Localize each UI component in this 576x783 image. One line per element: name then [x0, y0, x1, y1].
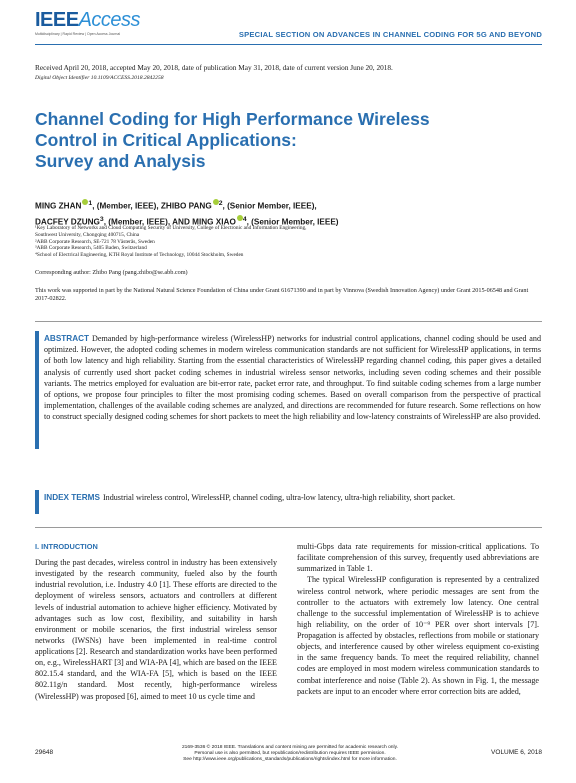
corresponding-author: Corresponding author: Zhibo Pang (pang.zhibo@se.abb.com) — [35, 269, 188, 276]
logo-text-light: Access — [78, 9, 141, 31]
divider — [35, 321, 542, 322]
author-role: , (Senior Member, IEEE) — [246, 217, 339, 227]
author-role: , (Member, IEEE), AND — [103, 217, 193, 227]
paragraph: The typical WirelessHP configuration is represented by a centralized wireless control network, where periodic messages are sent from the controller to the actuators with extremely low latency. One central challenge to the successful implementation of WirelessHP is to achieve high reliability, on the order of 10⁻⁹ PER over short intervals [7]. Propagation is affected by obstacles, reflections from mobile or stationary objects, and interference caused by other wireless equipment co-existing in the same frequency bands. To meet the required reliability, channel codes are employed in most modern wireless communication standards to combat interference and noise (Table 2). As shown in Fig. 1, the message packets are input to an encoder where error correction bits are added, — [297, 575, 539, 696]
index-terms-label: INDEX TERMS — [44, 493, 100, 502]
author-affil-number: 1 — [88, 200, 93, 207]
author-name: ZHIBO PANG — [160, 201, 212, 211]
author-role: , (Member, IEEE), — [92, 201, 161, 211]
header-rule — [35, 44, 542, 45]
volume-label: VOLUME 6, 2018 — [491, 749, 542, 756]
author-affil-number: 2 — [218, 200, 223, 207]
abstract-accent-bar — [35, 331, 39, 449]
copyright-line: See http://www.ieee.org/publications_standards/publications/rights/index.html for more information. — [183, 757, 397, 762]
abstract — [44, 333, 541, 423]
paragraph: multi-Gbps data rate requirements for mission-critical applications. To facilitate comprehension of this survey, frequently used abbreviations are summarized in Table 1. — [297, 542, 539, 574]
body-column-left — [35, 557, 277, 702]
copyright-line: Personal use is also permitted, but republication/redistribution requires IEEE permission. — [194, 751, 386, 756]
index-terms-text: Industrial wireless control, WirelessHP, channel coding, ultra-low latency, ultra-high reliability, short packet. — [102, 493, 455, 502]
section-heading: I. INTRODUCTION — [35, 542, 98, 551]
title-line: Survey and Analysis — [35, 151, 206, 171]
author-affil-number: 3 — [99, 216, 104, 224]
doi: Digital Object Identifier 10.1109/ACCESS.2018.2842258 — [35, 75, 164, 81]
index-terms-accent-bar — [35, 490, 39, 514]
author-name: MING ZHAN — [35, 201, 82, 211]
special-section-heading: SPECIAL SECTION ON ADVANCES IN CHANNEL CODING FOR 5G AND BEYOND — [238, 30, 542, 39]
author-name: MING XIAO — [192, 217, 236, 227]
paragraph: During the past decades, wireless control in industry has been extensively investigated by the research community, fueled also by the fourth industrial revolution, i.e. Industry 4.0 [1]. These efforts are directed to the deployment of wireless sensors, actuators and controllers at different levels of industrial automation to achieve higher efficiency. Motivated by advantages such as low cost, flexibility, and suitability in harsh environment or mobile scenarios, the first industrial wireless sensor networks (IWSNs) have been implemented in real-time control applications [2]. Research and standardization works have been performed on, e.g., WirelessHART [3] and WIA-PA [4], which are based on the IEEE 802.15.4 standard, and the WIA-FA [5], which is based on the IEEE 802.11g/n standard. Most recently, high-performance wireless (WirelessHP) was proposed [6], aimed to meet 10 us cycle time and — [35, 558, 277, 701]
abstract-text: Demanded by high-performance wireless (WirelessHP) networks for industrial control applications, channel coding should be used and optimized. However, the adopted coding schemes in modern wireless communication standards are not sufficient for WirelessHP applications, in terms of both low latency and high reliability. Starting from the essential characteristics of WirelessHP regarding channel coding, this paper gives a detailed analysis of currently used short packet coding schemes in industrial wireless sensor networks, including seven coding schemes and their possible variants. The metrics employed for evaluation are bit-error rate, packet error rate, and throughput. To find suitable coding schemes from a large number of options, we propose four principles to filter the most promising coding schemes. Based on overall comparison from the perspective of practical implementation, challenges of the available coding schemes are analyzed, and directions are recommended for future research. Some reflections on how to construct specially designed coding schemes for short packets to meet the high reliability and low-latency constraints of WirelessHP are also provided. — [44, 334, 541, 422]
copyright-notice — [140, 745, 440, 763]
index-terms — [44, 492, 541, 503]
body-column-right — [297, 541, 539, 697]
affiliation-line: ⁴School of Electrical Engineering, KTH Royal Institute of Technology, 10044 Stockholm, Sweden — [35, 252, 244, 259]
affiliation-line: ¹Key Laboratory of Networks and Cloud Computing Security of University, College of Electronic and Information Engineering, — [35, 225, 307, 231]
affiliation-line: ³ABB Corporate Research, 5405 Baden, Switzerland — [35, 245, 147, 252]
abstract-label: ABSTRACT — [44, 334, 90, 343]
logo-tagline: Multidisciplinary | Rapid Review | Open Access Journal — [35, 32, 121, 36]
copyright-line: 2169-3536 © 2018 IEEE. Translations and content mining are permitted for academic research only. — [181, 745, 399, 750]
affiliation-line: Southwest University, Chongqing 400715, China — [35, 231, 140, 238]
publication-dates: Received April 20, 2018, accepted May 20, 2018, date of publication May 31, 2018, date of current version June 20, 2018. — [35, 63, 393, 72]
page-number: 29648 — [35, 749, 54, 756]
title-line: Control in Critical Applications: — [35, 130, 297, 150]
author-affil-number: 4 — [242, 216, 247, 224]
author-line — [35, 197, 535, 213]
affiliations — [35, 225, 535, 259]
journal-logo — [35, 9, 140, 32]
author-role: , (Senior Member, IEEE), — [222, 201, 317, 211]
logo-text-main: IEEE — [35, 9, 79, 31]
divider — [35, 527, 542, 528]
title-line: Channel Coding for High Performance Wireless — [35, 109, 430, 129]
paper-title — [35, 109, 475, 172]
funding-note: This work was supported in part by the National Natural Science Foundation of China under Grant 61671390 and in part by Vinnova (Swedish Innovation Agency) under Grant 2015-06548 and Grant 2017-02822. — [35, 287, 529, 302]
author-name: DACFEY DZUNG — [35, 217, 100, 227]
affiliation-line: ²ABB Corporate Research, SE-721 78 Västerås, Sweden — [35, 238, 155, 245]
